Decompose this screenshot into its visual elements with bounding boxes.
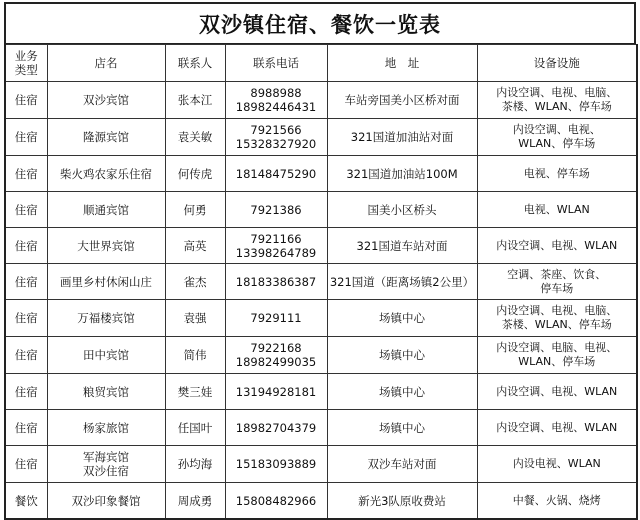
table-row: [5, 119, 637, 156]
address-cell: [327, 264, 477, 300]
address-cell-line: 321国道加油站100M: [346, 166, 458, 181]
facilities-cell: [477, 264, 637, 300]
business-type-cell: 住宿: [5, 119, 47, 156]
table-row: [5, 410, 637, 446]
phone-cell-line: 7922168: [250, 341, 302, 355]
shop-name-cell: [47, 483, 165, 520]
table-row: [5, 374, 637, 410]
facilities-cell-line: 内设电视、WLAN: [512, 457, 601, 470]
contact-person-cell: 孙均海: [165, 446, 225, 483]
facilities-cell: [477, 410, 637, 446]
facilities-cell-line: 内设空调、电视、WLAN: [496, 238, 618, 252]
header-name: 店名: [47, 45, 165, 82]
phone-cell-line: 13194928181: [235, 384, 317, 399]
contact-person-cell: 雀杰: [165, 264, 225, 300]
facilities-cell-line: 电视、停车场: [523, 166, 590, 180]
facilities-cell-line: WLAN、停车场: [518, 355, 596, 368]
shop-name-cell-line: 大世界宾馆: [77, 238, 135, 253]
phone-cell-line: 7929111: [250, 311, 302, 325]
contact-person-cell: 袁强: [165, 300, 225, 337]
business-type-cell: 住宿: [5, 264, 47, 300]
shop-name-cell: [47, 228, 165, 264]
address-cell-line: 321国道加油站对面: [350, 130, 454, 144]
business-type-cell: 餐饮: [5, 483, 47, 520]
phone-cell: [225, 228, 327, 264]
shop-name-cell: [47, 156, 165, 192]
page-title: 双沙镇住宿、餐饮一览表: [4, 2, 636, 44]
facilities-cell-line: 空调、茶座、饮食、: [507, 267, 607, 281]
phone-cell-line: 18982446431: [235, 100, 317, 114]
phone-cell: [225, 156, 327, 192]
phone-cell: [225, 483, 327, 520]
table-row: [5, 228, 637, 264]
address-cell: [327, 156, 477, 192]
phone-cell: [225, 337, 327, 374]
header-facilities: 设备设施: [477, 45, 637, 82]
phone-cell-line: 18148475290: [235, 166, 317, 181]
facilities-cell: [477, 374, 637, 410]
facilities-cell-line: 停车场: [540, 281, 574, 295]
phone-cell-line: 8988988: [250, 86, 302, 100]
phone-cell-line: 15183093889: [235, 457, 317, 471]
contact-person-cell: 袁关敏: [165, 119, 225, 156]
shop-name-cell-line: 双沙宾馆: [83, 93, 129, 107]
phone-cell: [225, 410, 327, 446]
header-row: [5, 45, 637, 82]
table-row: [5, 156, 637, 192]
facilities-cell: [477, 300, 637, 337]
header-address: 地 址: [327, 45, 477, 82]
shop-name-cell: [47, 119, 165, 156]
phone-cell-line: 18982499035: [235, 355, 317, 369]
address-cell: [327, 410, 477, 446]
listing-table: [4, 44, 638, 520]
address-cell: [327, 82, 477, 119]
address-cell-line: 双沙车站对面: [367, 457, 437, 471]
table-row: [5, 82, 637, 119]
phone-cell-line: 7921386: [250, 202, 302, 217]
contact-person-cell: 周成勇: [165, 483, 225, 520]
facilities-cell-line: 茶楼、WLAN、停车场: [501, 318, 612, 331]
contact-person-cell: 高英: [165, 228, 225, 264]
facilities-cell: [477, 119, 637, 156]
phone-cell: [225, 300, 327, 337]
business-type-cell: 住宿: [5, 337, 47, 374]
phone-cell-line: 7921566: [250, 123, 302, 137]
facilities-cell: [477, 446, 637, 483]
phone-cell-line: 15328327920: [235, 137, 317, 151]
contact-person-cell: 樊三娃: [165, 374, 225, 410]
address-cell-line: 场镇中心: [379, 384, 425, 399]
shop-name-cell-line: 双沙住宿: [83, 464, 129, 478]
shop-name-cell: [47, 82, 165, 119]
phone-cell: [225, 82, 327, 119]
shop-name-cell-line: 杨家旅馆: [83, 420, 129, 435]
address-cell-line: 新光3队原收费站: [358, 493, 446, 508]
business-type-cell: 住宿: [5, 410, 47, 446]
facilities-cell: [477, 337, 637, 374]
address-cell: [327, 337, 477, 374]
phone-cell: [225, 264, 327, 300]
facilities-cell-line: 内设空调、电视、电脑、: [496, 86, 618, 99]
business-type-cell: 住宿: [5, 300, 47, 337]
header-type: 业务 类型: [5, 45, 47, 82]
phone-cell: [225, 192, 327, 228]
table-row: [5, 264, 637, 300]
table-body: [5, 82, 637, 520]
address-cell-line: 车站旁国美小区桥对面: [344, 93, 460, 107]
shop-name-cell-line: 顺通宾馆: [83, 202, 129, 217]
contact-person-cell: 简伟: [165, 337, 225, 374]
shop-name-cell-line: 双沙印象餐馆: [71, 493, 141, 508]
facilities-cell-line: 内设空调、电视、: [512, 123, 601, 136]
table-row: [5, 483, 637, 520]
facilities-cell: [477, 483, 637, 520]
address-cell: [327, 483, 477, 520]
facilities-cell-line: WLAN、停车场: [518, 137, 596, 150]
shop-name-cell: [47, 410, 165, 446]
shop-name-cell: [47, 300, 165, 337]
address-cell-line: 场镇中心: [379, 420, 425, 435]
address-cell-line: 国美小区桥头: [367, 202, 437, 217]
shop-name-cell-line: 粮贸宾馆: [83, 384, 129, 399]
shop-name-cell-line: 万福楼宾馆: [77, 311, 135, 325]
facilities-cell: [477, 82, 637, 119]
address-cell: [327, 119, 477, 156]
business-type-cell: 住宿: [5, 156, 47, 192]
facilities-cell-line: 茶楼、WLAN、停车场: [501, 100, 612, 113]
phone-cell-line: 18982704379: [235, 420, 317, 435]
facilities-cell-line: 内设空调、电视、WLAN: [496, 384, 618, 398]
phone-cell-line: 13398264789: [235, 245, 317, 260]
phone-cell-line: 15808482966: [235, 493, 317, 508]
shop-name-cell: [47, 264, 165, 300]
address-cell: [327, 228, 477, 264]
address-cell-line: 321国道车站对面: [356, 238, 448, 253]
facilities-cell: [477, 156, 637, 192]
address-cell: [327, 300, 477, 337]
shop-name-cell-line: 军海宾馆: [83, 450, 129, 464]
facilities-cell: [477, 228, 637, 264]
address-cell: [327, 446, 477, 483]
address-cell-line: 场镇中心: [379, 348, 425, 362]
listing-sheet: [4, 2, 636, 516]
contact-person-cell: 何勇: [165, 192, 225, 228]
phone-cell: [225, 374, 327, 410]
table-row: [5, 337, 637, 374]
header-phone: 联系电话: [225, 45, 327, 82]
shop-name-cell-line: 画里乡村休闲山庄: [60, 274, 152, 289]
shop-name-cell: [47, 446, 165, 483]
address-cell-line: 场镇中心: [379, 311, 425, 325]
business-type-cell: 住宿: [5, 228, 47, 264]
shop-name-cell: [47, 192, 165, 228]
business-type-cell: 住宿: [5, 82, 47, 119]
table-row: [5, 192, 637, 228]
address-cell: [327, 192, 477, 228]
table-row: [5, 300, 637, 337]
address-cell: [327, 374, 477, 410]
shop-name-cell-line: 柴火鸡农家乐住宿: [60, 166, 152, 181]
shop-name-cell-line: 田中宾馆: [83, 348, 129, 362]
facilities-cell: [477, 192, 637, 228]
facilities-cell-line: 内设空调、电视、电脑、: [496, 304, 618, 317]
contact-person-cell: 何传虎: [165, 156, 225, 192]
phone-cell-line: 18183386387: [235, 274, 317, 289]
phone-cell: [225, 446, 327, 483]
facilities-cell-line: 电视、WLAN: [523, 202, 590, 216]
business-type-cell: 住宿: [5, 446, 47, 483]
facilities-cell-line: 内设空调、电视、WLAN: [496, 420, 618, 434]
facilities-cell-line: 中餐、火锅、烧烤: [512, 493, 601, 507]
business-type-cell: 住宿: [5, 192, 47, 228]
phone-cell: [225, 119, 327, 156]
contact-person-cell: 任国叶: [165, 410, 225, 446]
business-type-cell: 住宿: [5, 374, 47, 410]
address-cell-line: 321国道（距离场镇2公里）: [329, 274, 475, 289]
shop-name-cell: [47, 374, 165, 410]
shop-name-cell-line: 隆源宾馆: [83, 130, 129, 144]
facilities-cell-line: 内设空调、电脑、电视、: [496, 341, 618, 354]
contact-person-cell: 张本江: [165, 82, 225, 119]
header-contact: 联系人: [165, 45, 225, 82]
phone-cell-line: 7921166: [250, 231, 302, 246]
table-row: [5, 446, 637, 483]
shop-name-cell: [47, 337, 165, 374]
